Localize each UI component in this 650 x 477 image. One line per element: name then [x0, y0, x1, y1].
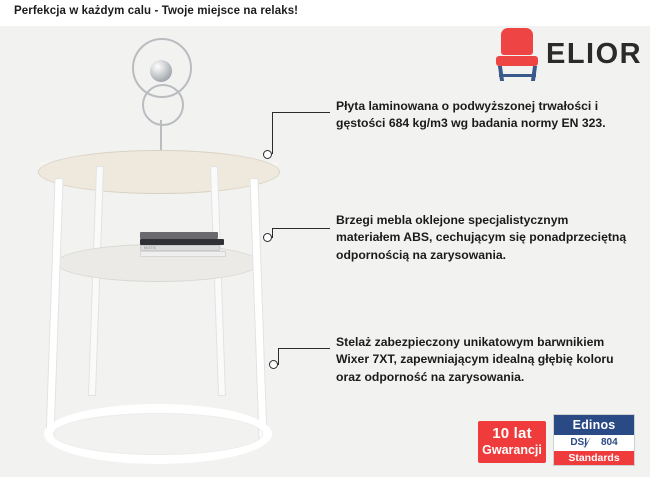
table-leg-back-left	[88, 166, 104, 396]
lamp-small-ring	[142, 84, 184, 126]
books-stack	[140, 232, 230, 262]
table-leg-front-right	[249, 178, 267, 440]
feature-text-frame: Stelaż zabezpieczony unikatowym barwnikiem Wixer 7XT, zapewniającym idealną głębię koloru oraz odporność na zarysowania.	[336, 335, 614, 384]
page-title: Perfekcja w każdym calu - Twoje miejsce na relaks!	[14, 5, 299, 17]
callout-dot	[263, 233, 272, 242]
callout-leader-line	[272, 228, 330, 229]
certificate-brand: Edinos	[554, 415, 634, 435]
chair-seat-shape	[496, 56, 538, 66]
book-item	[140, 251, 226, 257]
callout-leader-line	[272, 112, 273, 154]
certificate-code-prefix: DSI	[570, 437, 587, 448]
callout-dot	[263, 150, 272, 159]
chair-crossbar	[499, 74, 536, 77]
table-leg-front-left	[45, 178, 63, 440]
callout-dot	[269, 360, 278, 369]
callout-leader-line	[272, 228, 273, 238]
red-chair-icon	[494, 28, 542, 82]
callout-leader-line	[278, 348, 279, 365]
table-top-surface	[38, 150, 280, 194]
feature-text-material: Płyta laminowana o podwyższonej trwałości i gęstości 684 kg/m3 wg badania normy EN 323.	[336, 99, 606, 131]
warranty-years: 10 lat	[492, 425, 532, 442]
table-leg-back-right	[210, 166, 226, 396]
chair-back-shape	[501, 28, 533, 55]
lamp-bulb	[150, 60, 172, 82]
warranty-badge	[478, 421, 546, 463]
feature-text-edges: Brzegi mebla oklejone specjalistycznym materiałem ABS, cechującym się ponadprzeciętną odpornością na zarysowania.	[336, 213, 627, 262]
product-image	[8, 26, 308, 471]
table-base-ring-inner	[53, 413, 263, 455]
certificate-code-row	[554, 435, 634, 451]
check-icon	[580, 437, 592, 449]
header-bar	[0, 0, 650, 26]
certificate-label: Standards	[554, 451, 634, 465]
book-label: NOTE	[144, 245, 157, 250]
warranty-label: Gwarancji	[482, 443, 542, 457]
callout-leader-line	[278, 348, 330, 349]
brand-logo	[484, 26, 643, 86]
callout-leader-line	[272, 112, 330, 113]
certificate-badge	[553, 414, 635, 466]
certificate-code-number: 804	[600, 437, 618, 448]
brand-name: ELIOR	[546, 38, 643, 70]
book-item	[140, 232, 218, 239]
